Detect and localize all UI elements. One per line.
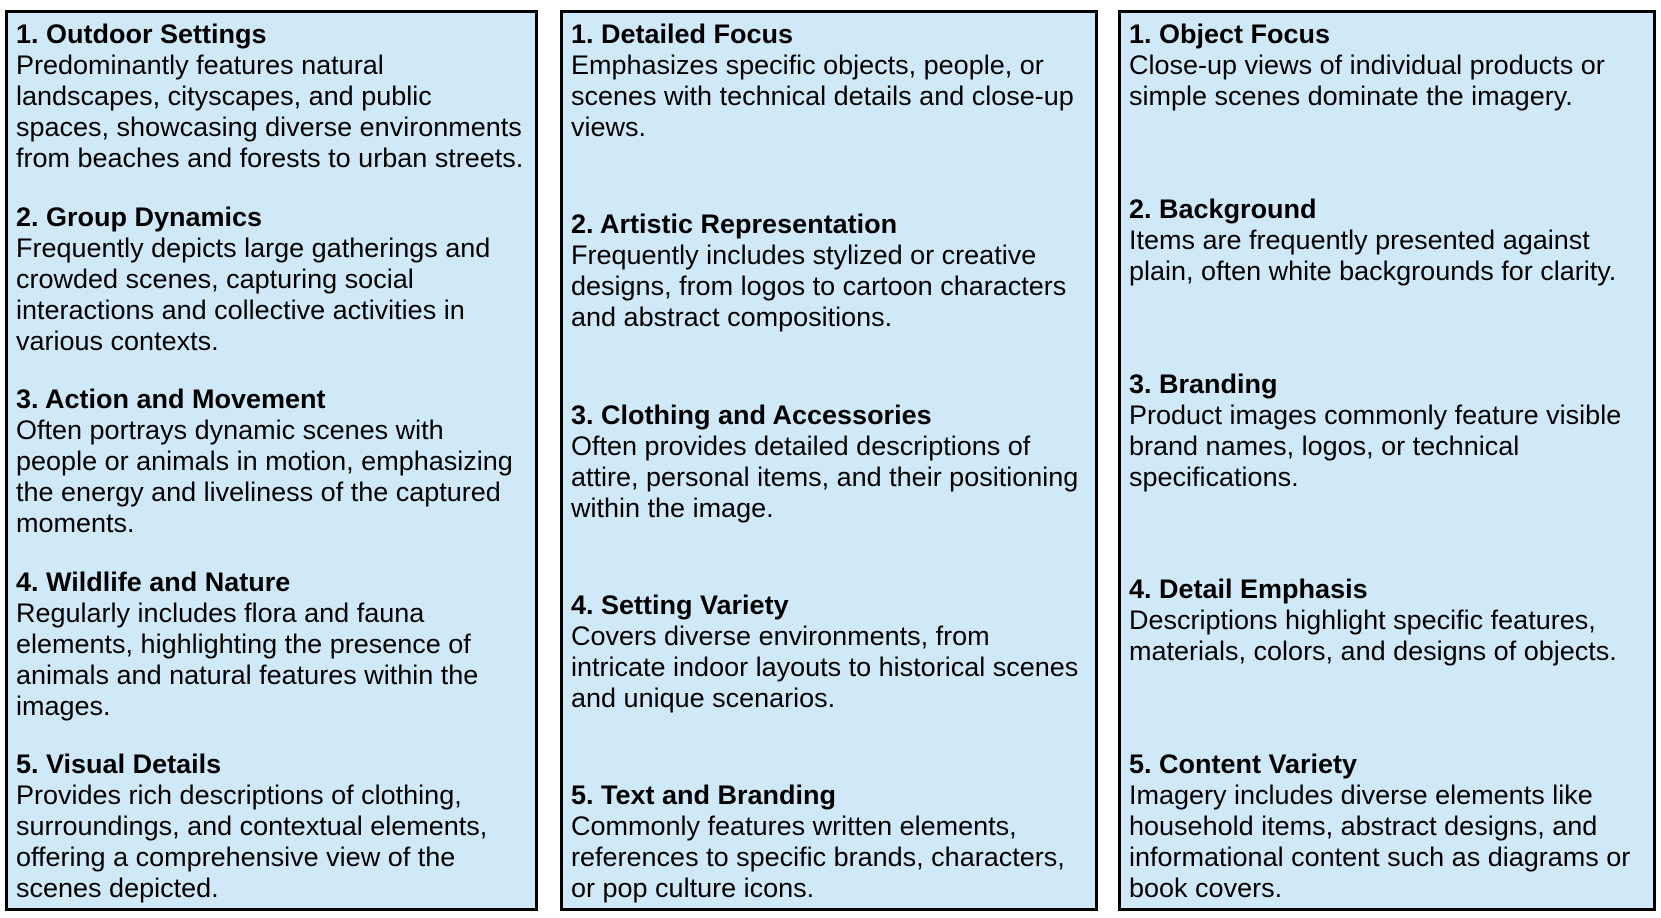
item-heading: 3. Clothing and Accessories (571, 399, 932, 430)
item-heading: 4. Detail Emphasis (1129, 574, 1368, 605)
item-description: Imagery includes diverse elements like household items, abstract designs, and informational content such as diagrams or book covers. (1129, 780, 1631, 903)
list-item (1129, 194, 1649, 287)
panel-detailed-focus (560, 10, 1098, 911)
panel-object-focus (1118, 10, 1656, 911)
item-description: Provides rich descriptions of clothing, surroundings, and contextual elements, offering a comprehensive view of the scenes depicted. (16, 780, 488, 903)
item-heading: 3. Action and Movement (16, 384, 326, 414)
item-description: Frequently depicts large gatherings and crowded scenes, capturing social interactions and collective activities in various contexts. (16, 232, 491, 356)
list-item (1129, 369, 1649, 493)
list-item (1129, 749, 1649, 904)
item-heading: 2. Artistic Representation (571, 209, 898, 240)
list-item (571, 19, 1091, 143)
list-item (16, 567, 531, 722)
panel-outdoor-scenes (5, 10, 538, 911)
item-heading: 1. Object Focus (1129, 19, 1331, 49)
item-description: Commonly features written elements, references to specific brands, characters, or pop culture icons. (571, 811, 1065, 903)
item-description: Product images commonly feature visible brand names, logos, or technical specifications. (1129, 399, 1622, 492)
item-heading: 1. Outdoor Settings (16, 19, 267, 49)
item-description: Predominantly features natural landscapes, cityscapes, and public spaces, showcasing diverse environments from beaches and forests to urban streets. (16, 50, 524, 173)
list-item (571, 590, 1091, 714)
item-heading: 3. Branding (1129, 368, 1278, 399)
list-item (571, 209, 1091, 333)
list-item (571, 400, 1091, 524)
item-heading: 4. Wildlife and Nature (16, 566, 291, 597)
item-description: Covers diverse environments, from intricate indoor layouts to historical scenes and unique scenarios. (571, 620, 1079, 713)
list-item (16, 749, 531, 904)
item-heading: 2. Group Dynamics (16, 201, 263, 232)
list-item (571, 780, 1091, 904)
list-item (1129, 19, 1649, 112)
item-heading: 1. Detailed Focus (571, 19, 794, 49)
item-description: Close-up views of individual products or simple scenes dominate the imagery. (1129, 50, 1605, 111)
list-item (16, 19, 531, 174)
item-heading: 5. Visual Details (16, 749, 222, 779)
item-heading: 5. Content Variety (1129, 749, 1358, 779)
item-description: Often provides detailed descriptions of attire, personal items, and their positioning within the image. (571, 430, 1079, 523)
item-description: Frequently includes stylized or creative designs, from logos to cartoon characters and abstract compositions. (571, 240, 1067, 333)
item-description: Emphasizes specific objects, people, or scenes with technical details and close-up views. (571, 50, 1074, 142)
item-heading: 4. Setting Variety (571, 589, 789, 620)
item-description: Regularly includes flora and fauna elements, highlighting the presence of animals and natural features within the images. (16, 597, 479, 721)
item-description: Items are frequently presented against plain, often white backgrounds for clarity. (1129, 224, 1617, 286)
item-description: Often portrays dynamic scenes with people or animals in motion, emphasizing the energy and liveliness of the captured moments. (16, 415, 513, 538)
item-description: Descriptions highlight specific features, materials, colors, and designs of objects. (1129, 605, 1617, 667)
item-heading: 5. Text and Branding (571, 780, 837, 810)
list-item (16, 384, 531, 539)
list-item (1129, 574, 1649, 667)
item-heading: 2. Background (1129, 193, 1317, 224)
list-item (16, 202, 531, 357)
